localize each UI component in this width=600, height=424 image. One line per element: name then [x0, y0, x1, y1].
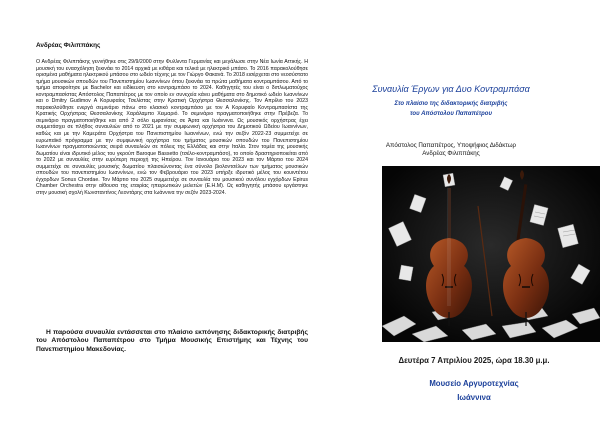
performers: [346, 142, 556, 159]
performer-1: Απόστολος Παπαπέτρος, Υποψήφιος Διδάκτωρ: [385, 142, 517, 149]
concert-subtitle-line-2: του Απόστολου Παπαπέτρου: [409, 111, 493, 117]
concert-subtitle-line-1: Στο πλαίσιο της διδακτορικής διατριβής: [394, 101, 508, 107]
event-date: Δευτέρα 7 Απριλίου 2025, ώρα 18.30 μ.μ.: [398, 356, 550, 365]
dissertation-notice: Η παρούσα συναυλία εντάσσεται στο πλαίσιο εκπόνησης διδακτορικής διατριβής του Απόστολου Παπαπέτρου στο Τμήμα Μουσικής Επιστήμης και Τέχνης του Πανεπιστημίου Μακεδονίας.: [36, 328, 308, 353]
concert-panel: [346, 0, 600, 424]
double-bass-illustration-icon: [382, 166, 600, 342]
biography-section: [36, 42, 308, 196]
performer-2: Ανδρέας Φιλιππάκης: [422, 150, 480, 158]
event-venue: Μουσείο Αργυροτεχνίας: [429, 379, 519, 388]
artwork-background: [382, 166, 600, 342]
event-city: Ιωάννινα: [457, 393, 491, 402]
biography-title: Ανδρέας Φιλιππάκης: [36, 42, 101, 49]
biography-text: Ο Ανδρέας Φιλιππάκης γεννήθηκε στις 29/9/2000 στην Φυλλιντα Γερμανίας και μεγάλωσε στην Νέα Ιωνία Αττικής. Η μουσική του ενασχόληση ξεκινάει το 2014 αρχικά με κιθάρα και τελικά με ηλεκτρικό μπάσο. Το 2016 παρακολούθησε ορισμένα μαθήματα ηλεκτρικού μπάσου στο ωδείο τέχνης με τον Γιώργο Φακανά. Το 2018 εισέρχεται στο νεοσύστατο τμήμα μουσικών σπουδών του Πανεπιστημίου Ιωαννίνων όπου ξεκινάει τα πρώτα μαθήματα κοντραμπάσου. Από το τμήμα αποφοίτησε με Bachelor και ειδίκευση στο κοντραμπάσο το 2024. Καθηγητές του είναι ο διπλωματούχος κοντραμπασίστας Απόστολος Παπαπέτρος με τον οποίο εν συνεχεία κάνει μαθήματα στο δημοτικό ωδείο Ιωαννίνων και ο Dmitry Gudimov Α Κορυφαίος Τσελίστας στην Κρατική Ορχήστρα Θεσσαλονίκης. Τον Απρίλιο του 2023 παρακολούθησε ενεργά σεμινάριο πάνω στο κλασικό κοντραμπάσο με τον Α Κορυφαίο Κοντραμπασίστα της Κρατικής Ορχήστρας Θεσσαλονίκης Χαράλαμπο Χειμαριό. Το σεμινάριο πραγματοποιήθηκε στην Πρέβεζα. Το σεμινάριο πραγματοποιήθηκε και από 2 σόλο εμφανίσεις σε Άρτα και Ιωάννινα. Ως μουσικός ορχήστρας έχει συμμετάσχει σε πλήθος συναυλιών από το 2021 με την συμφωνική ορχήστρα του Δημοτικού Ωδείου Ιωαννίνων, καθώς και με την Καμεράτα Ορχήστρα του Πανεπιστημίου Ιωαννίνων, ενώ την σεζόν 2022-23 συμμετείχε σε ευρωπαϊκό πρόγραμμα με την συμφωνική ορχήστρα του τμήματος μουσικών σπουδών του Πανεπιστημίου Ιωαννίνων πραγματοποιώντας σειρά συναυλιών σε πόλεις της Ελλάδας και στην Ιταλία. Στον τομέα της μουσικής δωματίου είναι ιδρυτικό μέλος του γκρούπ Baroque Bassetto (τσέλο-κοντραμπάσο), το οποίο δραστηριοποιείται από το 2022 με συναυλίες στην ευρύτερη περιοχή της Ηπείρου. Τον Ιανουάριο του 2023 και τον Μάρτιο του 2024 συμμετείχε σε συναυλίες μουσικής δωματίου πλαισιώνοντας ένα σύνολο βιολοντσέλων των τμήματος μουσικών σπουδών του πανεπιστημίου Ιωαννίνων, ενώ τον Φεβρουάριο του 2023 υπήρξε ιδρυτικό μέλος του κουιντέτου έγχορδων Sonus Chordae. Τον Μάρτιο του 2025 συμμετείχε σε συναυλία του μουσικού συνόλου εγχόρδων Epirus Chamber Orchestra στην αίθουσα της εταιρίας ηπειρωτικών μελετών (Ε.Η.Μ). Ως καθηγητής μπάσου εργάστηκε στην μουσική σχολή Κωνσταντίνος Λεοντάρης στα Ιωάννινα την σεζόν 2023-2024.: [36, 59, 308, 196]
concert-title: Συναυλία Έργων για Δυο Κοντραμπάσα: [372, 84, 530, 94]
concert-subtitle: [346, 99, 556, 119]
